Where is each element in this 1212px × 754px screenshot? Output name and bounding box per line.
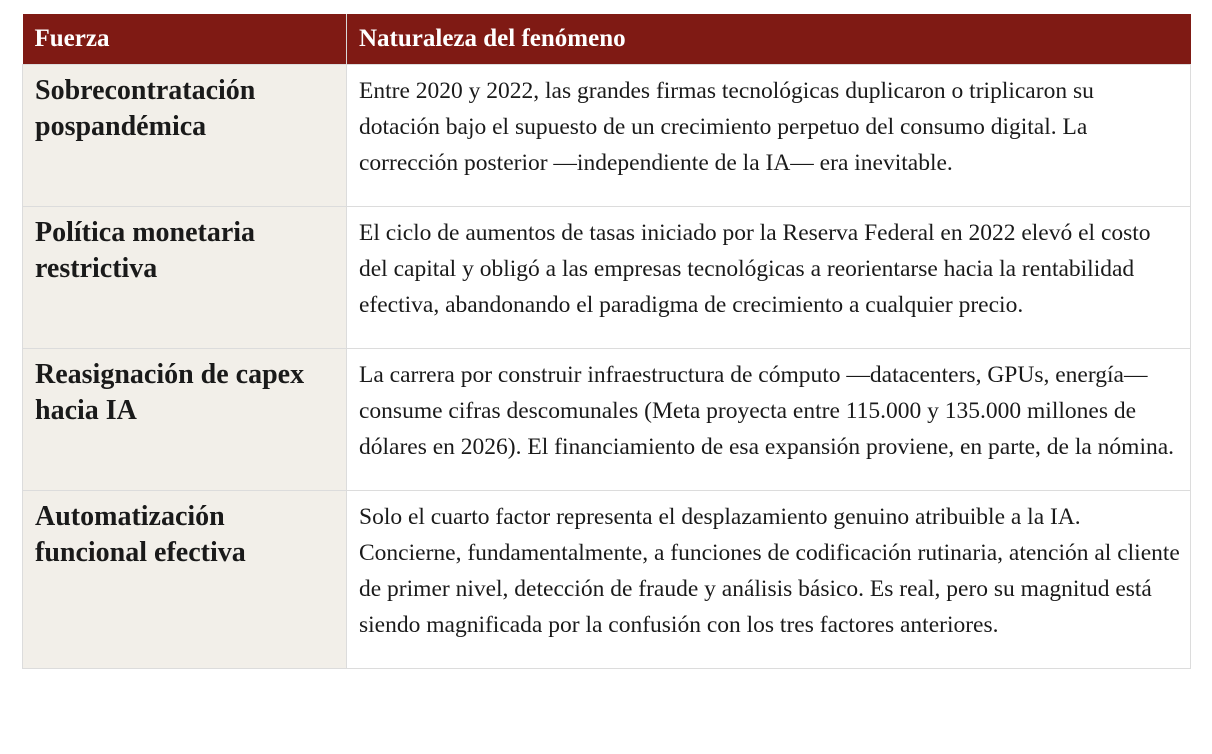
force-description: El ciclo de aumentos de tasas iniciado por la Reserva Federal en 2022 elevó el costo del capital y obligó a las empresas tecnológicas a reorientarse hacia la rentabilidad efectiva, abandonando el paradigma de crecimiento a cualquier precio. bbox=[347, 207, 1191, 349]
table-row bbox=[23, 491, 1191, 669]
force-label: Sobrecontratación pospandémica bbox=[23, 65, 347, 207]
table-row bbox=[23, 349, 1191, 491]
table-row bbox=[23, 65, 1191, 207]
forces-table bbox=[22, 14, 1191, 669]
force-description: Solo el cuarto factor representa el desplazamiento genuino atribuible a la IA. Concierne, fundamentalmente, a funciones de codificación rutinaria, atención al cliente de primer nivel, detección de fraude y análisis básico. Es real, pero su magnitud está siendo magnificada por la confusión con los tres factores anteriores. bbox=[347, 491, 1191, 669]
force-description: La carrera por construir infraestructura de cómputo —datacenters, GPUs, energía— consume cifras descomunales (Meta proyecta entre 115.000 y 135.000 millones de dólares en 2026). El financiamiento de esa expansión proviene, en parte, de la nómina. bbox=[347, 349, 1191, 491]
force-label: Automatización funcional efectiva bbox=[23, 491, 347, 669]
table-header-row bbox=[23, 14, 1191, 65]
header-nature: Naturaleza del fenómeno bbox=[347, 14, 1191, 65]
table-row bbox=[23, 207, 1191, 349]
force-label: Política monetaria restrictiva bbox=[23, 207, 347, 349]
force-description: Entre 2020 y 2022, las grandes firmas tecnológicas duplicaron o triplicaron su dotación bajo el supuesto de un crecimiento perpetuo del consumo digital. La corrección posterior —independiente de la IA— era inevitable. bbox=[347, 65, 1191, 207]
header-force: Fuerza bbox=[23, 14, 347, 65]
forces-table-container bbox=[22, 14, 1190, 669]
force-label: Reasignación de capex hacia IA bbox=[23, 349, 347, 491]
